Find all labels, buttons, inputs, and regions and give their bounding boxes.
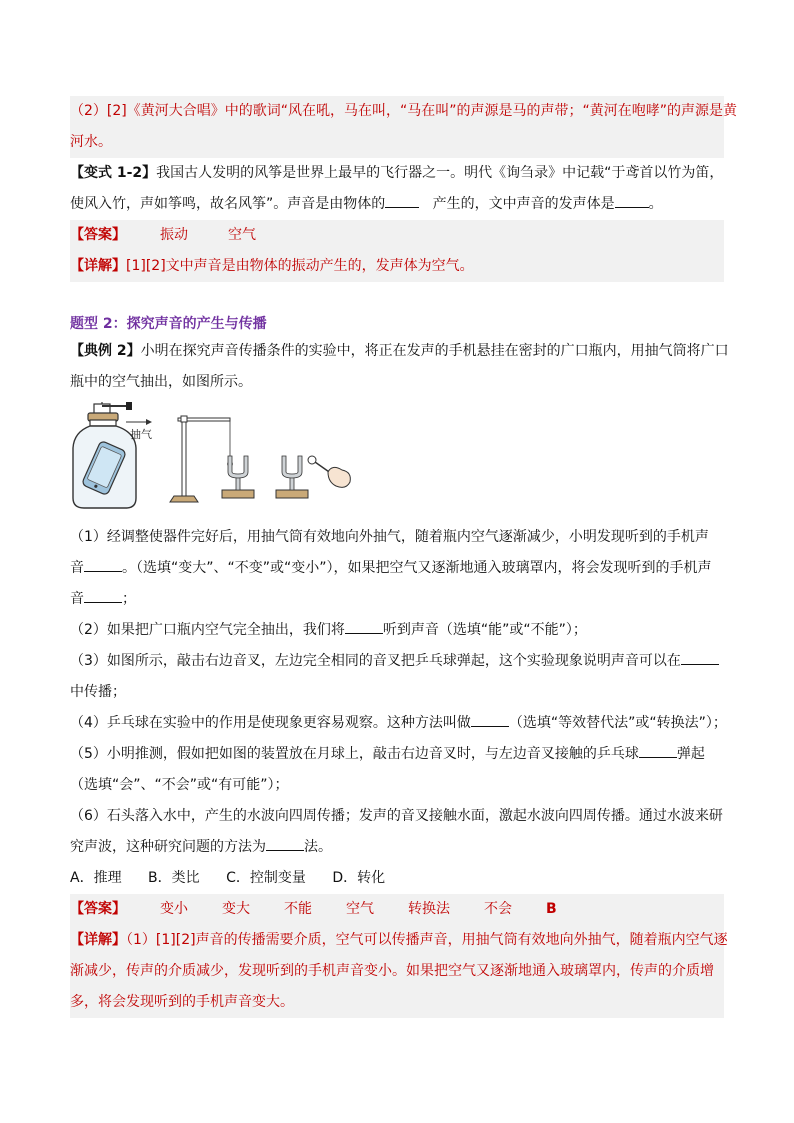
answer-item: 空气	[228, 227, 256, 243]
answer-item: 变小	[160, 901, 188, 917]
right-tuning-fork-icon	[276, 456, 308, 498]
question-1-line-1: （1）经调整使器件完好后，用抽气筒有效地向外抽气，随着瓶内空气逐渐减少，小明发现听到的手机声	[70, 529, 709, 545]
fill-blank[interactable]	[681, 650, 719, 665]
fill-blank[interactable]	[385, 193, 419, 208]
fill-blank[interactable]	[266, 836, 304, 851]
question-2-line: （2）如果把广口瓶内空气完全抽出，我们将 听到声音（选填“能”或“不能”）；	[70, 615, 724, 646]
example-line-2: 瓶中的空气抽出，如图所示。	[70, 374, 252, 390]
question-4-line: （4）乒乓球在实验中的作用是使现象更容易观察。这种方法叫做 （选填“等效替代法”或“转换法”）；	[70, 708, 724, 739]
left-tuning-fork-icon	[222, 456, 254, 498]
answer-item: B	[546, 901, 557, 917]
document-page	[70, 96, 738, 1018]
experiment-illustration	[70, 402, 360, 514]
answer-block-1	[70, 220, 724, 282]
variant-text-1: 我国古人发明的风筝是世界上最早的飞行器之一。明代《询刍录》中记载“于鸢首以竹为笛，	[156, 165, 724, 181]
jar-with-phone-icon	[73, 402, 152, 508]
answer-tag: 【答案】	[70, 901, 126, 917]
fill-blank[interactable]	[84, 588, 122, 603]
fill-blank[interactable]	[471, 712, 509, 727]
answer-item: 不能	[284, 901, 312, 917]
detail-2-line-3: 多，将会发现听到的手机声音变大。	[70, 994, 294, 1010]
option-b[interactable]: B．类比	[148, 870, 200, 886]
question-1-line-3: 音 ；	[70, 584, 724, 615]
iron-stand-icon	[170, 416, 232, 502]
answer-row-2	[70, 894, 724, 925]
hand-with-mallet-icon	[308, 456, 350, 487]
detail-text: [1][2]文中声音是由物体的振动产生的，发声体为空气。	[126, 258, 474, 274]
experiment-figure	[70, 402, 360, 514]
options-line	[70, 863, 724, 894]
variant-line-1	[70, 158, 724, 189]
question-3-line-1: （3）如图所示，敲击右边音叉，左边完全相同的音叉把乒乓球弹起，这个实验现象说明声音可以在	[70, 646, 724, 677]
answer-continuation-line-1: （2）[2]《黄河大合唱》中的歌词“风在吼，马在叫，“马在叫”的声源是马的声带；“黄河在咆哮”的声源是黄	[70, 103, 738, 119]
detail-tag: 【详解】	[70, 258, 126, 274]
option-c[interactable]: C．控制变量	[226, 870, 306, 886]
fill-blank[interactable]	[639, 743, 677, 758]
example-line-1: 【典例 2】小明在探究声音传播条件的实验中，将正在发声的手机悬挂在密封的广口瓶内，用抽气筒将广口	[70, 343, 729, 359]
answer-tag: 【答案】	[70, 227, 126, 243]
question-5-line-1: （5）小明推测，假如把如图的装置放在月球上，敲击右边音叉时，与左边音叉接触的乒乓球 弹起	[70, 739, 724, 770]
detail-row-1	[70, 251, 724, 282]
question-6-line-1: （6）石头落入水中，产生的水波向四周传播；发声的音叉接触水面，激起水波向四周传播。通过水波来研	[70, 808, 723, 824]
detail-2-line-2: 渐减少，传声的介质减少，发现听到的手机声音变小。如果把空气又逐渐地通入玻璃罩内，传声的介质增	[70, 963, 714, 979]
option-a[interactable]: A．推理	[70, 870, 122, 886]
answer-item: 空气	[346, 901, 374, 917]
option-d[interactable]: D．转化	[332, 870, 386, 886]
question-5-line-2: （选填“会”、“不会”或“有可能”）；	[70, 777, 289, 793]
answer-item: 不会	[484, 901, 512, 917]
answer-block-2	[70, 894, 728, 1018]
question-6-line-2: 究声波，这种研究问题的方法为 法。	[70, 832, 724, 863]
answer-item: 振动	[160, 227, 188, 243]
answer-row-1	[70, 220, 724, 251]
detail-tag: 【详解】	[70, 932, 126, 948]
answer-item: 转换法	[408, 901, 450, 917]
variant-tag: 【变式 1-2】	[70, 165, 157, 181]
fill-blank[interactable]	[84, 557, 122, 572]
example-tag: 【典例 2】	[70, 343, 141, 359]
pump-label: 抽气	[130, 428, 152, 441]
detail-2-line-1: 【详解】（1）[1][2]声音的传播需要介质，空气可以传播声音，用抽气筒有效地向外抽气，随着瓶内空气逐	[70, 932, 728, 948]
fill-blank[interactable]	[615, 193, 649, 208]
section-title: 题型 2：探究声音的产生与传播	[70, 316, 267, 332]
fill-blank[interactable]	[345, 619, 383, 634]
question-3-line-2: 中传播；	[70, 684, 126, 700]
answer-continuation-line-2: 河水。	[70, 134, 112, 150]
question-1-line-2: 音 。（选填“变大”、“不变”或“变小”），如果把空气又逐渐地通入玻璃罩内，将会发现听到的手机声	[70, 553, 724, 584]
answer-item: 变大	[222, 901, 250, 917]
answer-continuation-block	[70, 96, 738, 158]
variant-line-2: 使风入竹，声如筝鸣，故名风筝”。声音是由物体的 产生的，文中声音的发声体是 。	[70, 189, 724, 220]
